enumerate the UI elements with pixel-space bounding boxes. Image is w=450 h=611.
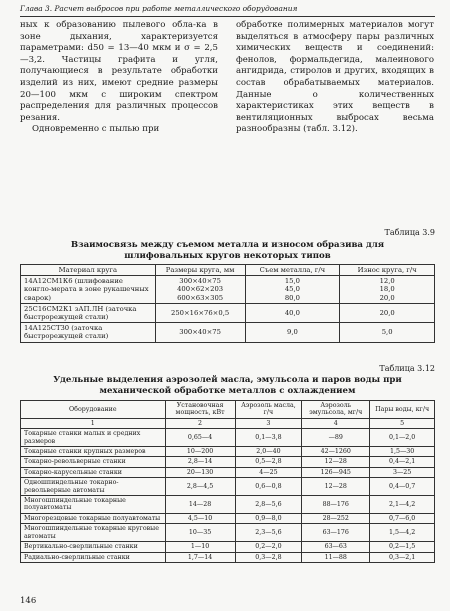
oil-aerosol-cell: 0,9—8,0 [235,513,302,523]
table2-header-cell: Установочная мощность, кВт [165,401,235,419]
table1-header-cell: Материал круга [21,265,156,276]
table2 [20,400,435,563]
table1-cell-sizes [155,276,245,304]
equipment-cell: Одношпиндельные токарно-револьверные автоматы [21,478,166,496]
table1-row [21,276,435,304]
oil-aerosol-cell: 0,5—2,8 [235,457,302,467]
power-cell: 1,7—14 [165,552,235,562]
table2-row [21,457,435,467]
table1-cell-removal: 9,0 [245,323,340,342]
water-vapor-cell: 0,4—2,1 [370,457,435,467]
oil-aerosol-cell: 0,6—0,8 [235,478,302,496]
equipment-cell: Токарные станки малых и средних размеров [21,429,166,447]
water-vapor-cell: 0,7—6,0 [370,513,435,523]
power-cell: 1—10 [165,542,235,552]
right-column [236,20,434,136]
table2-label: Таблица 3.12 [379,364,435,373]
water-vapor-cell: 0,3—2,1 [370,552,435,562]
emulsol-aerosol-cell: 63—63 [302,542,370,552]
table1-header-cell: Износ круга, г/ч [340,265,435,276]
page-number: 146 [20,596,37,606]
table1 [20,264,435,343]
left-paragraph-2: Одновременно с пылью при [32,124,160,135]
table2-header-cell: Пары воды, кг/ч [370,401,435,419]
value-line: 300×40×75 [179,277,221,286]
equipment-cell: Многошпиндельные токарные круговые автоматы [21,524,166,542]
table2-row [21,542,435,552]
table2-row [21,478,435,496]
table2-row [21,496,435,514]
equipment-cell: Многорезцовые токарные полуавтоматы [21,513,166,523]
table2-header-cell: Оборудование [21,401,166,419]
power-cell: 20—130 [165,467,235,477]
table1-header-cell: Размеры круга, мм [155,265,245,276]
power-cell: 2,8—14 [165,457,235,467]
running-header: Глава 3. Расчет выбросов при работе металлического оборудования [20,2,435,17]
emulsol-aerosol-cell: 12—28 [302,457,370,467]
column-number: 4 [302,418,370,428]
table2-header-cell: Аэрозоль масла, г/ч [235,401,302,419]
table2-row [21,429,435,447]
table2-header-row [21,401,435,419]
oil-aerosol-cell: 2,8—5,6 [235,496,302,514]
left-paragraph-1: ных к образованию пылевого обла-ка в зоне дыхания, характеризуется параметрами: d50 = 13—40 мкм и σ = 2,5—3,2. Частицы графита и угля, получающиеся в результате обработки изделий из них, имеют средние размеры 20—100 мкм с широким спектром распределения для различных процессов резания. [20,20,218,123]
value-line: 20,0 [379,293,395,302]
water-vapor-cell: 2,1—4,2 [370,496,435,514]
equipment-cell: Токарные станки крупных размеров [21,447,166,457]
table1-header-cell: Съем металла, г/ч [245,265,340,276]
column-number: 1 [21,418,166,428]
table2-title: Удельные выделения аэрозолей масла, эмульсола и паров воды при механической обработке металлов с охлаждением [53,375,402,396]
emulsol-aerosol-cell: 42—1260 [302,447,370,457]
table1-row [21,303,435,322]
equipment-cell: Токарно-револьверные станки [21,457,166,467]
emulsol-aerosol-cell: 63—176 [302,524,370,542]
table1-cell-sizes: 300×40×75 [155,323,245,342]
column-number: 5 [370,418,435,428]
power-cell: 0,65—4 [165,429,235,447]
table2-row [21,524,435,542]
body-text [20,20,435,228]
table1-row [21,323,435,342]
water-vapor-cell: 0,1—2,0 [370,429,435,447]
value-line: 80,0 [284,293,300,302]
table2-row [21,467,435,477]
table1-header-row [21,265,435,276]
table1-cell-removal: 40,0 [245,303,340,322]
table2-number-row [21,418,435,428]
oil-aerosol-cell: 0,3—2,8 [235,552,302,562]
table1-cell-wear [340,276,435,304]
table1-cell-sizes: 250×16×76×0,5 [155,303,245,322]
value-line: 12,0 [379,277,395,286]
power-cell: 4,5—10 [165,513,235,523]
value-line: 18,0 [379,285,395,294]
column-number: 3 [235,418,302,428]
table2-header-cell: Аэрозоль эмульсола, мг/ч [302,401,370,419]
equipment-cell: Вертикально-сверлильные станки [21,542,166,552]
value-line: 400×62×203 [177,285,224,294]
oil-aerosol-cell: 0,1—3,8 [235,429,302,447]
water-vapor-cell: 1,5—30 [370,447,435,457]
equipment-cell: Радиально-сверлильные станки [21,552,166,562]
table1-cell-material: 14А12СМ1К6 (шлифование конгло-мерата в зоне рукашечных сварок) [21,276,156,304]
right-paragraph-1: обработке полимерных материалов могут выделяться в атмосферу пары различных химических веществ и соединений: фенолов, формальдегида, малеинового ангидрида, стиролов и других, входящих в состав обрабатываемых материалов. Данные о количественных характеристиках этих веществ в вентиляционных выбросах весьма разнообразны (табл. 3.12). [236,20,434,135]
oil-aerosol-cell: 0,2—2,0 [235,542,302,552]
power-cell: 14—28 [165,496,235,514]
value-line: 45,0 [284,285,300,294]
left-column [20,20,218,136]
power-cell: 10—35 [165,524,235,542]
water-vapor-cell: 1,5—4,2 [370,524,435,542]
table1-cell-wear: 5,0 [340,323,435,342]
table2-row [21,513,435,523]
power-cell: 10—200 [165,447,235,457]
table1-label: Таблица 3.9 [384,228,435,237]
water-vapor-cell: 3—25 [370,467,435,477]
table2-row [21,552,435,562]
table1-cell-material: 14А125СТЗ0 (заточка быстрорежущей стали) [21,323,156,342]
water-vapor-cell: 0,2—1,5 [370,542,435,552]
table1-cell-wear: 20,0 [340,303,435,322]
emulsol-aerosol-cell: 126—945 [302,467,370,477]
table1-title: Взаимосвязь между съемом металла и износом образива для шлифовальных кругов некоторых типов [70,240,385,261]
equipment-cell: Многошпиндельные токарные полуавтоматы [21,496,166,514]
emulsol-aerosol-cell: —89 [302,429,370,447]
value-line: 15,0 [284,277,300,286]
equipment-cell: Токарно-карусельные станки [21,467,166,477]
water-vapor-cell: 0,4—0,7 [370,478,435,496]
oil-aerosol-cell: 4—25 [235,467,302,477]
table2-row [21,447,435,457]
column-number: 2 [165,418,235,428]
emulsol-aerosol-cell: 12—28 [302,478,370,496]
table1-cell-removal [245,276,340,304]
oil-aerosol-cell: 2,3—5,6 [235,524,302,542]
emulsol-aerosol-cell: 28—252 [302,513,370,523]
oil-aerosol-cell: 2,0—40 [235,447,302,457]
emulsol-aerosol-cell: 11—88 [302,552,370,562]
table1-cell-material: 25С16СМ2К1 зАП.ЛН (заточка быстрорежущей стали) [21,303,156,322]
power-cell: 2,8—4,5 [165,478,235,496]
value-line: 600×63×305 [177,293,224,302]
emulsol-aerosol-cell: 88—176 [302,496,370,514]
